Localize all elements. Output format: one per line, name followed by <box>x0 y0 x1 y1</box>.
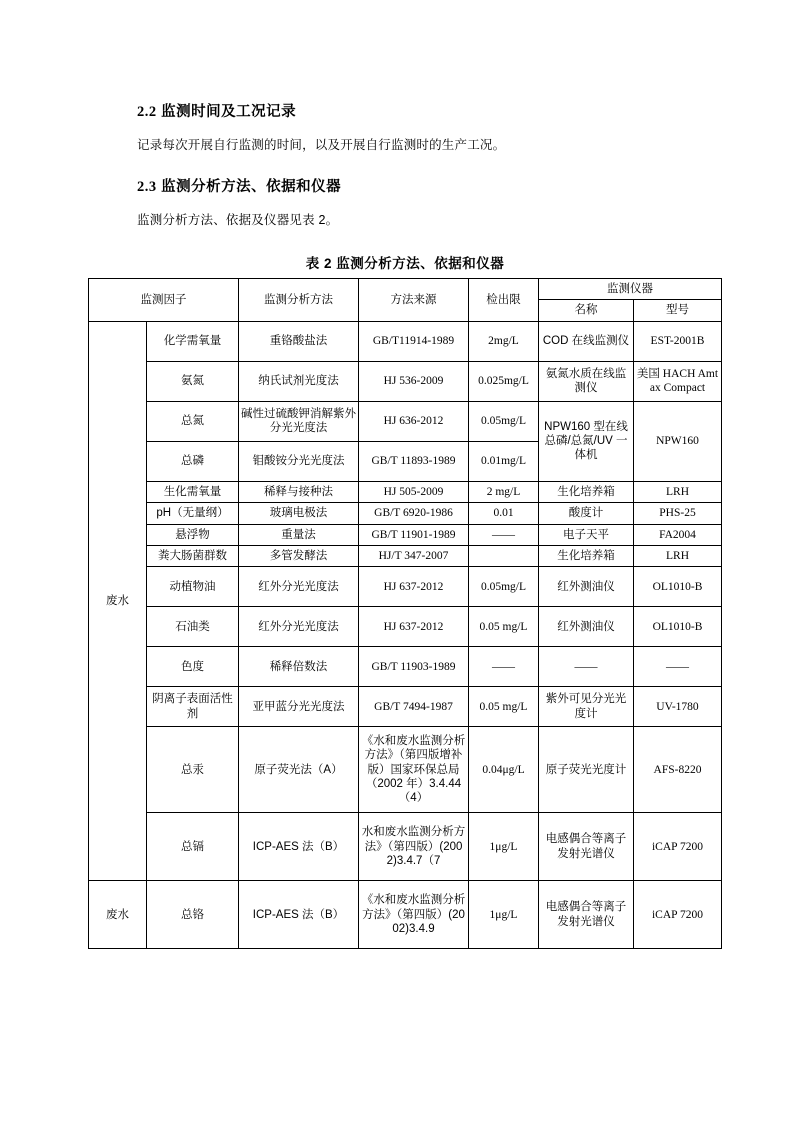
cell-factor: 石油类 <box>147 607 239 647</box>
cell-limit: —— <box>469 647 539 687</box>
cell-method: 玻璃电极法 <box>239 503 359 524</box>
cell-limit: 0.05mg/L <box>469 567 539 607</box>
table-row <box>89 545 722 566</box>
cell-method: ICP-AES 法（B） <box>239 813 359 881</box>
cell-source: HJ 636-2012 <box>359 401 469 441</box>
table-row <box>89 524 722 545</box>
cell-source: GB/T 11903-1989 <box>359 647 469 687</box>
cell-source: GB/T 11901-1989 <box>359 524 469 545</box>
cell-method: 重量法 <box>239 524 359 545</box>
cell-source: GB/T 11893-1989 <box>359 441 469 481</box>
table-row <box>89 503 722 524</box>
table-row <box>89 567 722 607</box>
cell-source: GB/T 7494-1987 <box>359 687 469 727</box>
cell-instrument-model: LRH <box>634 545 722 566</box>
cell-limit: 2 mg/L <box>469 481 539 502</box>
header-limit: 检出限 <box>469 279 539 322</box>
cell-method: ICP-AES 法（B） <box>239 881 359 949</box>
cell-factor: pH（无量纲） <box>147 503 239 524</box>
header-method: 监测分析方法 <box>239 279 359 322</box>
cell-instrument-model: AFS-8220 <box>634 727 722 813</box>
cell-limit: 2mg/L <box>469 321 539 361</box>
cell-factor: 总氮 <box>147 401 239 441</box>
table-row <box>89 481 722 502</box>
cell-factor: 氨氮 <box>147 361 239 401</box>
cell-instrument-model: 美国 HACH Amtax Compact <box>634 361 722 401</box>
cell-instrument-model: UV-1780 <box>634 687 722 727</box>
cell-factor: 悬浮物 <box>147 524 239 545</box>
cell-instrument-name: 电子天平 <box>539 524 634 545</box>
section-2-3-heading-wrap <box>137 175 725 196</box>
header-instrument-name: 名称 <box>539 300 634 321</box>
cell-limit: 0.025mg/L <box>469 361 539 401</box>
cell-method: 稀释与接种法 <box>239 481 359 502</box>
cell-instrument-name: NPW160 型在线总磷/总氮/UV 一体机 <box>539 401 634 481</box>
cell-limit: —— <box>469 524 539 545</box>
cell-source: 《水和废水监测分析方法》（第四版增补版）国家环保总局（2002 年）3.4.44（4） <box>359 727 469 813</box>
cell-instrument-name: —— <box>539 647 634 687</box>
cell-instrument-model: LRH <box>634 481 722 502</box>
spacer-1 <box>85 153 725 175</box>
cell-limit: 0.05 mg/L <box>469 607 539 647</box>
cell-instrument-name: 原子荧光光度计 <box>539 727 634 813</box>
cell-limit <box>469 545 539 566</box>
cell-instrument-name: 红外测油仪 <box>539 567 634 607</box>
cell-limit: 0.04μg/L <box>469 727 539 813</box>
cell-factor: 粪大肠菌群数 <box>147 545 239 566</box>
cell-method: 碱性过硫酸钾消解紫外分光光度法 <box>239 401 359 441</box>
monitoring-methods-table <box>88 278 722 949</box>
cell-source: GB/T 6920-1986 <box>359 503 469 524</box>
table-row <box>89 813 722 881</box>
section-2-2-paragraph: 记录每次开展自行监测的时间，以及开展自行监测时的生产工况。 <box>137 138 506 152</box>
cell-factor: 总铬 <box>147 881 239 949</box>
cell-source: HJ/T 347-2007 <box>359 545 469 566</box>
cell-factor: 化学需氧量 <box>147 321 239 361</box>
table-row <box>89 401 722 441</box>
cell-instrument-model: iCAP 7200 <box>634 813 722 881</box>
cell-method: 重铬酸盐法 <box>239 321 359 361</box>
cell-limit: 0.05mg/L <box>469 401 539 441</box>
cell-instrument-name: 生化培养箱 <box>539 481 634 502</box>
header-factor: 监测因子 <box>89 279 239 322</box>
cell-source: 水和废水监测分析方法》（第四版）(2002)3.4.7（7 <box>359 813 469 881</box>
cell-factor: 阴离子表面活性剂 <box>147 687 239 727</box>
category-cell-wastewater-1: 废水 <box>89 321 147 881</box>
cell-instrument-model: PHS-25 <box>634 503 722 524</box>
cell-instrument-name: COD 在线监测仪 <box>539 321 634 361</box>
table-row <box>89 687 722 727</box>
section-2-3-number: 2.3 <box>137 179 157 195</box>
cell-factor: 总镉 <box>147 813 239 881</box>
cell-instrument-model: EST-2001B <box>634 321 722 361</box>
cell-method: 原子荧光法（A） <box>239 727 359 813</box>
cell-source: 《水和废水监测分析方法》（第四版）(2002)3.4.9 <box>359 881 469 949</box>
cell-limit: 0.01mg/L <box>469 441 539 481</box>
table-row <box>89 881 722 949</box>
cell-instrument-name: 酸度计 <box>539 503 634 524</box>
header-source: 方法来源 <box>359 279 469 322</box>
page-content <box>85 100 725 949</box>
cell-instrument-name: 红外测油仪 <box>539 607 634 647</box>
cell-instrument-model: OL1010-B <box>634 567 722 607</box>
section-2-2-heading <box>137 100 725 121</box>
cell-limit: 1μg/L <box>469 813 539 881</box>
cell-method: 红外分光光度法 <box>239 567 359 607</box>
table-row <box>89 321 722 361</box>
section-2-3-title: 监测分析方法、依据和仪器 <box>161 179 342 195</box>
cell-factor: 总磷 <box>147 441 239 481</box>
category-cell-wastewater-2: 废水 <box>89 881 147 949</box>
section-2-2-title: 监测时间及工况记录 <box>161 104 297 120</box>
cell-factor: 生化需氧量 <box>147 481 239 502</box>
cell-limit: 0.01 <box>469 503 539 524</box>
cell-limit: 0.05 mg/L <box>469 687 539 727</box>
cell-source: HJ 637-2012 <box>359 607 469 647</box>
cell-instrument-model: OL1010-B <box>634 607 722 647</box>
header-instrument-model: 型号 <box>634 300 722 321</box>
table-row <box>89 607 722 647</box>
cell-instrument-model: FA2004 <box>634 524 722 545</box>
section-2-3-paragraph: 监测分析方法、依据及仪器见表 2。 <box>137 213 339 227</box>
cell-instrument-name: 电感偶合等离子发射光谱仪 <box>539 813 634 881</box>
cell-source: HJ 505-2009 <box>359 481 469 502</box>
header-instrument-group: 监测仪器 <box>539 279 722 300</box>
section-2-3-heading <box>137 175 725 196</box>
cell-method: 红外分光光度法 <box>239 607 359 647</box>
cell-method: 多管发酵法 <box>239 545 359 566</box>
cell-method: 亚甲蓝分光光度法 <box>239 687 359 727</box>
table-row <box>89 361 722 401</box>
cell-factor: 色度 <box>147 647 239 687</box>
cell-instrument-model: iCAP 7200 <box>634 881 722 949</box>
cell-instrument-model: —— <box>634 647 722 687</box>
cell-instrument-name: 氨氮水质在线监测仪 <box>539 361 634 401</box>
cell-factor: 总汞 <box>147 727 239 813</box>
section-2-2-heading-wrap <box>137 100 725 121</box>
cell-instrument-name: 生化培养箱 <box>539 545 634 566</box>
cell-instrument-model: NPW160 <box>634 401 722 481</box>
table-header-row-1 <box>89 279 722 300</box>
table-row <box>89 727 722 813</box>
cell-method: 纳氏试剂光度法 <box>239 361 359 401</box>
cell-source: GB/T11914-1989 <box>359 321 469 361</box>
cell-source: HJ 637-2012 <box>359 567 469 607</box>
cell-limit: 1μg/L <box>469 881 539 949</box>
cell-instrument-name: 电感偶合等离子发射光谱仪 <box>539 881 634 949</box>
table-row <box>89 647 722 687</box>
cell-instrument-name: 紫外可见分光光度计 <box>539 687 634 727</box>
section-2-2-number: 2.2 <box>137 104 157 120</box>
table-caption: 表 2 监测分析方法、依据和仪器 <box>305 256 505 271</box>
cell-source: HJ 536-2009 <box>359 361 469 401</box>
cell-method: 稀释倍数法 <box>239 647 359 687</box>
cell-factor: 动植物油 <box>147 567 239 607</box>
cell-method: 钼酸铵分光光度法 <box>239 441 359 481</box>
